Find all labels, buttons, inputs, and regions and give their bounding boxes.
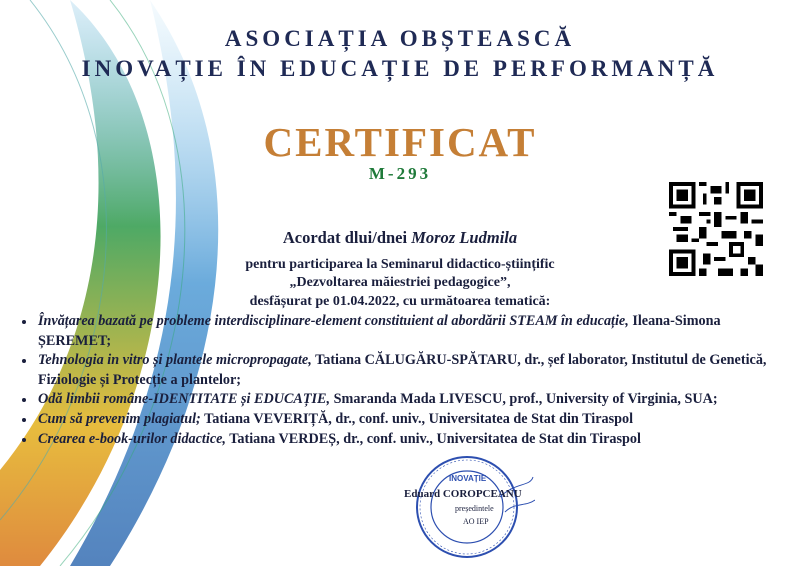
certificate-number: M-293 bbox=[368, 164, 432, 183]
signatory-name: Eduard COROPCEANU bbox=[404, 488, 522, 500]
signatory-org: AO IEP bbox=[463, 517, 489, 526]
participation-line: pentru participarea la Seminarul didactico-științific bbox=[245, 257, 555, 272]
topic-title: Crearea e-book-urilor didactice, bbox=[38, 430, 226, 447]
svg-text:INOVAȚIE: INOVAȚIE bbox=[449, 474, 487, 483]
topic-item bbox=[36, 410, 796, 430]
association-name-line2: INOVAȚIE ÎN EDUCAȚIE DE PERFORMANȚĂ bbox=[81, 56, 719, 81]
awarded-prefix: Acordat dlui/dnei bbox=[282, 228, 412, 247]
topic-item bbox=[36, 351, 796, 390]
signatory-role: președintele bbox=[455, 504, 494, 513]
topic-speaker: Tatiana VEVERIȚĂ, dr., conf. univ., Universitatea de Stat din Tiraspol bbox=[200, 410, 634, 427]
topic-speaker: Smaranda Mada LIVESCU, prof., University of Virginia, SUA; bbox=[330, 391, 718, 408]
topic-speaker: Ileana-Simona ȘEREMET; bbox=[38, 313, 721, 349]
recipient-name: Moroz Ludmila bbox=[411, 228, 518, 247]
topic-title: Tehnologia in vitro și plantele micropropagate, bbox=[38, 352, 312, 369]
date-line: desfășurat pe 01.04.2022, cu următoarea tematică: bbox=[249, 294, 551, 309]
topic-title: Învățarea bazată pe probleme interdisciplinare-element constituient al abordării STEAM în educație, bbox=[38, 313, 629, 329]
topics-list bbox=[22, 312, 796, 449]
topic-title: Odă limbii române-IDENTITATE și EDUCAȚIE, bbox=[38, 391, 331, 408]
topic-title: Cum să prevenim plagiatul; bbox=[38, 410, 201, 427]
association-name-line1: ASOCIAȚIA OBȘTEASCĂ bbox=[224, 26, 576, 51]
topic-item bbox=[36, 430, 796, 450]
topic-speaker: Tatiana VERDEȘ, dr., conf. univ., Universitatea de Stat din Tiraspol bbox=[225, 430, 641, 447]
certificate-title: CERTIFICAT bbox=[263, 119, 537, 165]
awarded-line bbox=[0, 228, 800, 248]
topic-speaker: Tatiana CĂLUGĂRU-SPĂTARU, dr., șef laborator, Institutul de Genetică, Fiziologie și Protecție a plantelor; bbox=[38, 352, 767, 388]
seminar-name: „Dezvoltarea măiestriei pedagogice”, bbox=[289, 275, 511, 290]
topic-item bbox=[36, 312, 796, 351]
topic-item bbox=[36, 390, 796, 410]
